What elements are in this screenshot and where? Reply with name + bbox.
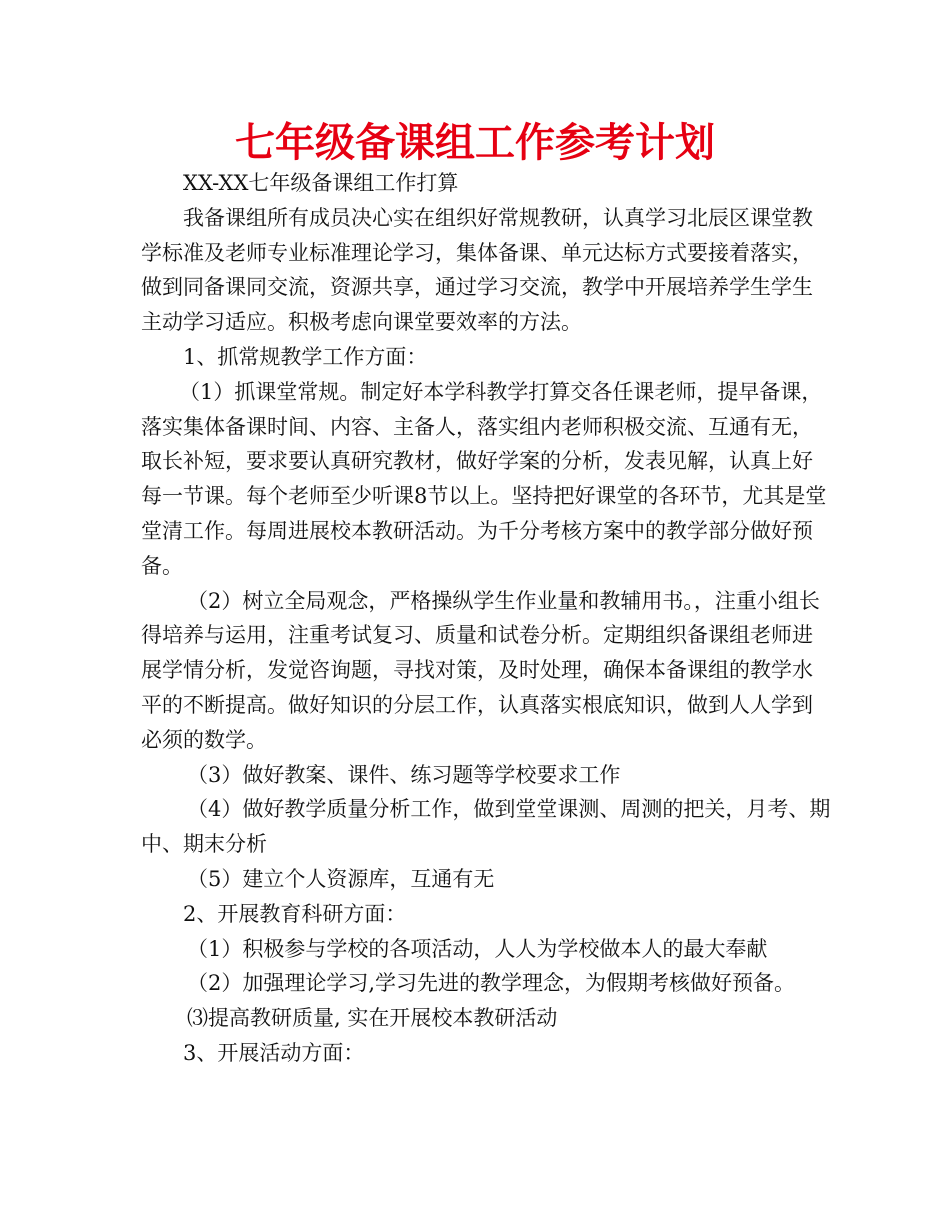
paragraph-item-1-4: （4）做好教学质量分析工作，做到堂堂课测、周测的把关，月考、期中、期末分析	[141, 797, 831, 857]
paragraph-item-1-3: （3）做好教案、课件、练习题等学校要求工作	[187, 762, 621, 787]
document-title: 七年级备课组工作参考计划	[235, 120, 715, 166]
paragraph-item-2-1: （1）积极参与学校的各项活动，人人为学校做本人的最大奉献	[187, 936, 768, 961]
paragraph-item-1-5: （5）建立个人资源库，互通有无	[187, 866, 495, 891]
document-subtitle: XX-XX七年级备课组工作打算	[183, 171, 459, 195]
document-body	[141, 166, 831, 1071]
paragraph-item-1-2: （2）树立全局观念，严格操纵学生作业量和教辅用书。，注重小组长得培养与运用，注重考试复习、质量和试卷分析。定期组织备课组老师进展学情分析，发觉咨询题，寻找对策，及时处理，确保本备课组的教学水平的不断提高。做好知识的分层工作，认真落实根底知识，做到人人学到必须的数学。	[141, 588, 820, 752]
paragraph-item-2-3: ⑶提高教研质量, 实在开展校本教研活动	[187, 1006, 558, 1031]
paragraph-item-2-2: （2）加强理论学习,学习先进的教学理念，为假期考核做好预备。	[187, 971, 796, 996]
section-heading-2: 2、开展教育科研方面：	[183, 901, 407, 926]
paragraph-intro: 我备课组所有成员决心实在组织好常规教研，认真学习北辰区课堂教学标准及老师专业标准理论学习，集体备课、单元达标方式要接着落实，做到同备课同交流，资源共享，通过学习交流，教学中开展培养学生学生主动学习适应。积极考虑向课堂要效率的方法。	[141, 205, 813, 335]
section-heading-3: 3、开展活动方面：	[183, 1040, 365, 1065]
section-heading-1: 1、抓常规教学工作方面：	[183, 344, 428, 369]
paragraph-item-1-1: （1）抓课堂常规。制定好本学科教学打算交各任课老师，提早备课，落实集体备课时间、内容、主备人，落实组内老师积极交流、互通有无，取长补短，要求要认真研究教材，做好学案的分析，发表见解，认真上好每一节课。每个老师至少听课8节以上。坚持把好课堂的各环节，尤其是堂堂清工作。每周进展校本教研活动。为千分考核方案中的教学部分做好预备。	[141, 379, 827, 578]
